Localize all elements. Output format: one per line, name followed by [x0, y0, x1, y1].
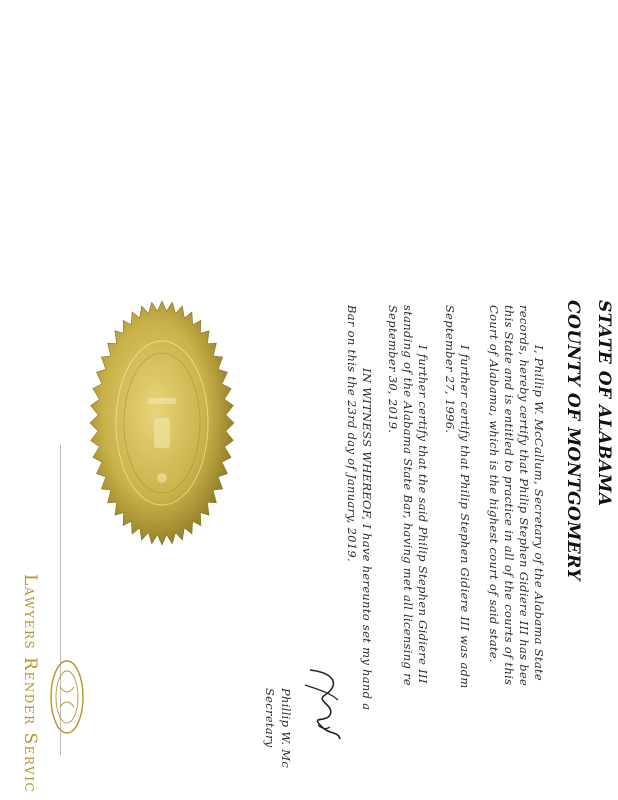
heading-state: STATE OF ALABAMA [594, 300, 614, 507]
para2-line1: I further certify that Philip Stephen Gidiere III was adm [458, 345, 472, 689]
para3-line2: standing of the Alabama State Bar, having met all licensing re [401, 305, 415, 686]
para1-line3: this State and is entitled to practice in all of the courts of this [502, 305, 516, 686]
gold-seal [88, 298, 236, 548]
footer-brand: Lawyers Render Servic [20, 574, 40, 794]
para3-line3: September 30, 2019. [386, 305, 400, 434]
signature-title: Secretary [263, 688, 277, 748]
para3-line1: I further certify that the said Philip Stephen Gidiere III [416, 345, 430, 684]
para4-line2: Bar on this the 23rd day of January, 2019. [345, 305, 359, 562]
para1-line4: Court of Alabama, which is the highest court of said state. [487, 305, 501, 663]
round-stamp [48, 652, 86, 742]
para1-line2: records, hereby certify that Philip Stephen Gidiere III has bee [517, 305, 531, 687]
para2-line2: September 27, 1996. [443, 305, 457, 434]
para4-line1: IN WITNESS WHEREOF, I have hereunto set my hand a [360, 368, 374, 711]
signature [300, 665, 345, 745]
heading-county: COUNTY OF MONTGOMERY [563, 300, 583, 581]
signature-name: Phillip W. Mc [279, 688, 293, 769]
para1-line1: I, Phillip W. McCallum, Secretary of the Alabama State [532, 345, 546, 682]
